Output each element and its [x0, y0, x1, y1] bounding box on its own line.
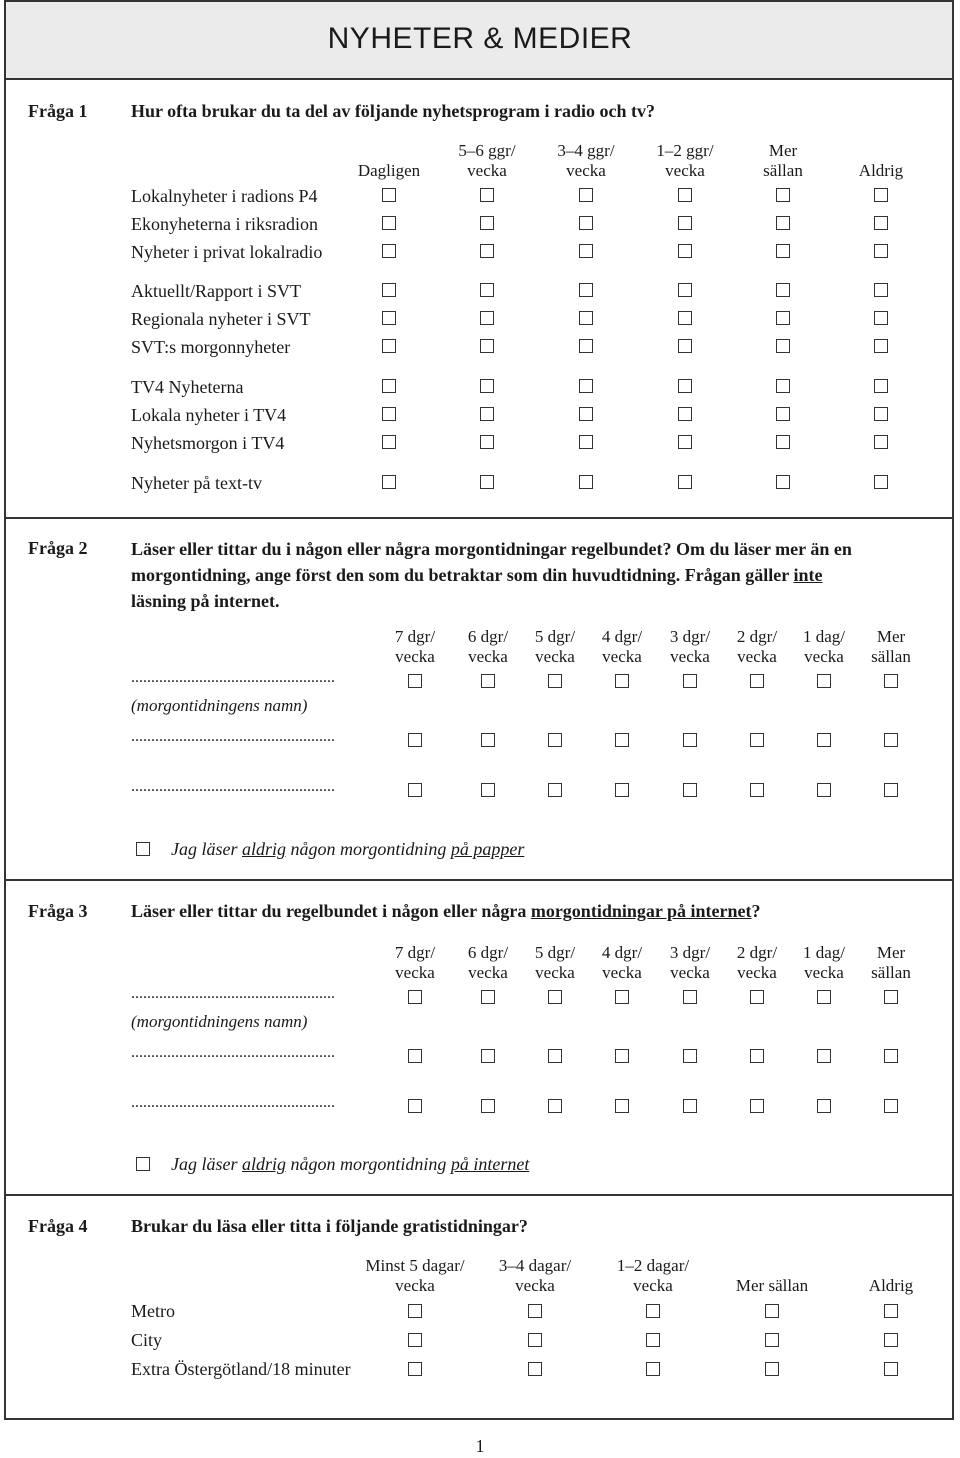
q2-checkbox[interactable]: [548, 783, 562, 797]
q4-checkbox[interactable]: [408, 1362, 422, 1376]
q3-checkbox[interactable]: [408, 1099, 422, 1113]
divider: [4, 517, 954, 519]
q3-checkbox[interactable]: [683, 1049, 697, 1063]
q3-col-header-l2: vecka: [670, 963, 710, 982]
q1-checkbox[interactable]: [579, 216, 593, 230]
q2-checkbox[interactable]: [615, 733, 629, 747]
q3-col-header-l2: vecka: [468, 963, 508, 982]
q2-text-line2-underlined: inte: [793, 565, 823, 585]
q2-checkbox[interactable]: [750, 783, 764, 797]
q3-checkbox[interactable]: [750, 1099, 764, 1113]
q2-text-line1: Läser eller tittar du i någon eller några morgontidningar regelbundet? Om du läser mer än en: [131, 539, 852, 559]
q4-col-header-l2: Aldrig: [868, 1276, 914, 1295]
q2-never-paper-checkbox[interactable]: [136, 842, 150, 856]
q3-never-internet-checkbox[interactable]: [136, 1157, 150, 1171]
q2-checkbox[interactable]: [750, 674, 764, 688]
q1-col-header-l1: 3–4 ggr/: [557, 141, 615, 160]
q4-checkbox[interactable]: [528, 1304, 542, 1318]
q2-col-header-l2: vecka: [670, 647, 710, 666]
q2-col-header-l2: sällan: [871, 647, 911, 666]
q1-row-label: TV4 Nyheterna: [131, 377, 244, 397]
q1-checkbox[interactable]: [678, 188, 692, 202]
q3-text-b: ?: [751, 901, 761, 921]
q3-checkbox[interactable]: [548, 1099, 562, 1113]
q2-text-line2-main: morgontidning, ange först den som du betraktar som din huvudtidning. Frågan gäller: [131, 565, 789, 585]
never-d: på papper: [450, 839, 525, 859]
q1-checkbox[interactable]: [382, 475, 396, 489]
q1-checkbox[interactable]: [678, 475, 692, 489]
q3-checkbox[interactable]: [750, 990, 764, 1004]
q1-col-header-l2: vecka: [566, 161, 606, 180]
q1-row-label: SVT:s morgonnyheter: [131, 337, 291, 357]
q1-checkbox[interactable]: [678, 311, 692, 325]
q1-checkbox[interactable]: [382, 379, 396, 393]
q1-row-label: Nyheter på text-tv: [131, 473, 262, 493]
q3-checkbox[interactable]: [817, 1099, 831, 1113]
q1-checkbox[interactable]: [382, 435, 396, 449]
q1-checkbox[interactable]: [480, 407, 494, 421]
q1-checkbox[interactable]: [776, 435, 790, 449]
q1-checkbox[interactable]: [874, 311, 888, 325]
q2-checkbox[interactable]: [548, 674, 562, 688]
q4-checkbox[interactable]: [884, 1362, 898, 1376]
q1-checkbox[interactable]: [382, 188, 396, 202]
q4-col-header-l1: 3–4 dagar/: [498, 1256, 572, 1275]
q3-checkbox[interactable]: [817, 990, 831, 1004]
q1-checkbox[interactable]: [678, 379, 692, 393]
q1-row-label: Ekonyheterna i riksradion: [131, 214, 318, 234]
q1-checkbox[interactable]: [874, 216, 888, 230]
q2-col-header-l2: vecka: [737, 647, 777, 666]
q2-col-header-l2: vecka: [468, 647, 508, 666]
q3-label: Fråga 3: [28, 901, 88, 921]
q4-checkbox[interactable]: [646, 1304, 660, 1318]
q3-checkbox[interactable]: [884, 1049, 898, 1063]
q2-checkbox[interactable]: [481, 783, 495, 797]
q3-col-header-l2: vecka: [737, 963, 777, 982]
q1-checkbox[interactable]: [678, 216, 692, 230]
q1-col-header-l2: sällan: [763, 161, 803, 180]
never-b: aldrig: [242, 839, 287, 859]
q2-checkbox[interactable]: [408, 733, 422, 747]
q2-checkbox[interactable]: [683, 674, 697, 688]
q1-col-header-l2: vecka: [467, 161, 507, 180]
q1-checkbox[interactable]: [382, 216, 396, 230]
q2-col-header-l1: Mer: [876, 627, 906, 646]
q1-col-header-l1: 5–6 ggr/: [458, 141, 516, 160]
q3-checkbox[interactable]: [408, 1049, 422, 1063]
never-a: Jag läser: [171, 1154, 238, 1174]
page-number: 1: [475, 1436, 485, 1456]
q4-label: Fråga 4: [28, 1216, 88, 1236]
q2-text-line3: läsning på internet.: [131, 591, 280, 611]
q1-checkbox[interactable]: [874, 188, 888, 202]
q1-checkbox[interactable]: [874, 339, 888, 353]
q2-checkbox[interactable]: [615, 674, 629, 688]
q1-checkbox[interactable]: [480, 311, 494, 325]
q1-checkbox[interactable]: [480, 379, 494, 393]
q1-checkbox[interactable]: [776, 339, 790, 353]
q2-col-header-l1: 1 dag/: [802, 627, 846, 646]
q3-checkbox[interactable]: [615, 1049, 629, 1063]
q2-label: Fråga 2: [28, 538, 88, 558]
q3-col-header-l1: 7 dgr/: [394, 943, 436, 962]
q1-checkbox[interactable]: [678, 244, 692, 258]
q1-checkbox[interactable]: [776, 379, 790, 393]
q2-newspaper-name-blank[interactable]: ...................................................: [131, 728, 335, 745]
q4-text: Brukar du läsa eller titta i följande gratistidningar?: [131, 1216, 528, 1236]
q1-row-label: Regionala nyheter i SVT: [131, 309, 311, 329]
q1-checkbox[interactable]: [678, 435, 692, 449]
q1-checkbox[interactable]: [776, 475, 790, 489]
q3-col-header-l1: 1 dag/: [802, 943, 846, 962]
q3-checkbox[interactable]: [481, 990, 495, 1004]
q1-row-label: Nyheter i privat lokalradio: [131, 242, 323, 262]
q1-col-header-l1: 1–2 ggr/: [656, 141, 714, 160]
q2-col-header-l2: vecka: [804, 647, 844, 666]
q2-col-header-l1: 7 dgr/: [394, 627, 436, 646]
never-a: Jag läser: [171, 839, 238, 859]
q1-checkbox[interactable]: [776, 244, 790, 258]
q1-checkbox[interactable]: [480, 283, 494, 297]
q1-checkbox[interactable]: [579, 407, 593, 421]
q1-checkbox[interactable]: [874, 379, 888, 393]
q2-checkbox[interactable]: [481, 733, 495, 747]
q1-checkbox[interactable]: [776, 283, 790, 297]
q2-col-header-l1: 6 dgr/: [467, 627, 509, 646]
q2-never-paper-label: [171, 839, 524, 860]
divider: [4, 879, 954, 881]
q1-checkbox[interactable]: [776, 188, 790, 202]
q3-checkbox[interactable]: [817, 1049, 831, 1063]
q4-col-header-l1: Minst 5 dagar/: [365, 1256, 465, 1275]
q1-checkbox[interactable]: [480, 475, 494, 489]
divider: [4, 1194, 954, 1196]
q1-checkbox[interactable]: [678, 339, 692, 353]
q3-col-header-l2: vecka: [395, 963, 435, 982]
q1-checkbox[interactable]: [579, 379, 593, 393]
never-d: på internet: [450, 1154, 530, 1174]
q3-newspaper-name-blank[interactable]: ...................................................: [131, 1094, 335, 1111]
q1-checkbox[interactable]: [579, 244, 593, 258]
q1-row-label: Aktuellt/Rapport i SVT: [131, 281, 301, 301]
q3-newspaper-name-blank[interactable]: ...................................................: [131, 985, 335, 1002]
q3-name-hint: (morgontidningens namn): [131, 1012, 308, 1031]
q1-row-label: Lokalnyheter i radions P4: [131, 186, 318, 206]
q3-checkbox[interactable]: [884, 1099, 898, 1113]
q2-checkbox[interactable]: [408, 674, 422, 688]
q1-checkbox[interactable]: [874, 435, 888, 449]
q1-checkbox[interactable]: [480, 244, 494, 258]
q4-col-header-l2: vecka: [633, 1276, 673, 1295]
q1-checkbox[interactable]: [678, 407, 692, 421]
q3-never-internet-label: [171, 1154, 529, 1175]
q4-checkbox[interactable]: [884, 1304, 898, 1318]
q3-checkbox[interactable]: [615, 1099, 629, 1113]
q3-col-header-l2: sällan: [871, 963, 911, 982]
q3-checkbox[interactable]: [750, 1049, 764, 1063]
q1-checkbox[interactable]: [776, 216, 790, 230]
q1-checkbox[interactable]: [579, 311, 593, 325]
q1-checkbox[interactable]: [480, 435, 494, 449]
q2-text: [131, 536, 941, 614]
q4-checkbox[interactable]: [884, 1333, 898, 1347]
q1-checkbox[interactable]: [776, 407, 790, 421]
q4-col-header-l2: vecka: [515, 1276, 555, 1295]
q3-checkbox[interactable]: [884, 990, 898, 1004]
q3-checkbox[interactable]: [548, 1049, 562, 1063]
q2-checkbox[interactable]: [817, 783, 831, 797]
q2-newspaper-name-blank[interactable]: ...................................................: [131, 669, 335, 686]
q1-checkbox[interactable]: [874, 475, 888, 489]
q3-newspaper-name-blank[interactable]: ...................................................: [131, 1044, 335, 1061]
q2-checkbox[interactable]: [408, 783, 422, 797]
q2-newspaper-name-blank[interactable]: ...................................................: [131, 778, 335, 795]
q2-col-header-l1: 5 dgr/: [534, 627, 576, 646]
q4-col-header-l1: 1–2 dagar/: [616, 1256, 690, 1275]
q3-col-header-l1: 5 dgr/: [534, 943, 576, 962]
q3-col-header-l1: 3 dgr/: [669, 943, 711, 962]
q2-checkbox[interactable]: [884, 783, 898, 797]
q4-checkbox[interactable]: [765, 1333, 779, 1347]
q3-col-header-l2: vecka: [602, 963, 642, 982]
q3-text-underlined: morgontidningar på internet: [530, 901, 752, 921]
q1-checkbox[interactable]: [678, 283, 692, 297]
q4-checkbox[interactable]: [646, 1362, 660, 1376]
q3-text-a: Läser eller tittar du regelbundet i någon eller några: [131, 901, 527, 921]
q4-checkbox[interactable]: [528, 1362, 542, 1376]
q4-checkbox[interactable]: [528, 1333, 542, 1347]
never-c: någon morgontidning: [290, 1154, 447, 1174]
never-c: någon morgontidning: [290, 839, 447, 859]
q3-checkbox[interactable]: [615, 990, 629, 1004]
q2-col-header-l1: 2 dgr/: [736, 627, 778, 646]
q2-checkbox[interactable]: [683, 733, 697, 747]
q4-checkbox[interactable]: [408, 1304, 422, 1318]
page-title: NYHETER & MEDIER: [327, 22, 633, 55]
q1-row-label: Nyhetsmorgon i TV4: [131, 433, 285, 453]
q4-checkbox[interactable]: [646, 1333, 660, 1347]
q1-checkbox[interactable]: [874, 407, 888, 421]
q2-col-header-l2: vecka: [395, 647, 435, 666]
q1-checkbox[interactable]: [579, 283, 593, 297]
q2-checkbox[interactable]: [817, 674, 831, 688]
q2-checkbox[interactable]: [884, 674, 898, 688]
q1-checkbox[interactable]: [382, 244, 396, 258]
q3-checkbox[interactable]: [683, 990, 697, 1004]
q3-checkbox[interactable]: [683, 1099, 697, 1113]
q1-col-header-l1: Mer: [768, 141, 798, 160]
q2-checkbox[interactable]: [615, 783, 629, 797]
q2-checkbox[interactable]: [481, 674, 495, 688]
q2-checkbox[interactable]: [884, 733, 898, 747]
q4-checkbox[interactable]: [765, 1304, 779, 1318]
q1-col-header-l2: Dagligen: [357, 161, 421, 180]
q1-col-header-l2: Aldrig: [858, 161, 904, 180]
q1-label: Fråga 1: [28, 101, 88, 121]
q2-checkbox[interactable]: [817, 733, 831, 747]
q3-checkbox[interactable]: [481, 1099, 495, 1113]
q4-row-label: City: [131, 1330, 163, 1350]
q2-text-line2: [131, 562, 941, 588]
q1-checkbox[interactable]: [776, 311, 790, 325]
q4-col-header-l2: vecka: [395, 1276, 435, 1295]
q1-checkbox[interactable]: [579, 435, 593, 449]
q2-col-header-l2: vecka: [535, 647, 575, 666]
q3-text: [131, 898, 761, 924]
q3-col-header-l2: vecka: [535, 963, 575, 982]
q1-row-label: Lokala nyheter i TV4: [131, 405, 287, 425]
q2-name-hint: (morgontidningens namn): [131, 696, 308, 715]
q3-col-header-l1: 2 dgr/: [736, 943, 778, 962]
q1-text: Hur ofta brukar du ta del av följande nyhetsprogram i radio och tv?: [131, 101, 656, 121]
q3-col-header-l1: Mer: [876, 943, 906, 962]
q4-checkbox[interactable]: [408, 1333, 422, 1347]
never-b: aldrig: [242, 1154, 287, 1174]
q1-checkbox[interactable]: [382, 311, 396, 325]
q4-row-label: Extra Östergötland/18 minuter: [131, 1359, 351, 1379]
q2-col-header-l2: vecka: [602, 647, 642, 666]
q4-row-label: Metro: [131, 1301, 175, 1321]
q1-checkbox[interactable]: [480, 216, 494, 230]
q1-checkbox[interactable]: [579, 188, 593, 202]
q3-col-header-l2: vecka: [804, 963, 844, 982]
q3-checkbox[interactable]: [548, 990, 562, 1004]
q4-col-header-l2: Mer sällan: [735, 1276, 809, 1295]
q1-checkbox[interactable]: [382, 283, 396, 297]
q3-col-header-l1: 6 dgr/: [467, 943, 509, 962]
q1-checkbox[interactable]: [480, 188, 494, 202]
q1-checkbox[interactable]: [874, 283, 888, 297]
q2-checkbox[interactable]: [548, 733, 562, 747]
q1-checkbox[interactable]: [579, 339, 593, 353]
q2-checkbox[interactable]: [750, 733, 764, 747]
q1-checkbox[interactable]: [874, 244, 888, 258]
q1-checkbox[interactable]: [579, 475, 593, 489]
q2-col-header-l1: 3 dgr/: [669, 627, 711, 646]
q3-checkbox[interactable]: [408, 990, 422, 1004]
q2-checkbox[interactable]: [683, 783, 697, 797]
q1-checkbox[interactable]: [480, 339, 494, 353]
q3-checkbox[interactable]: [481, 1049, 495, 1063]
q4-checkbox[interactable]: [765, 1362, 779, 1376]
q1-checkbox[interactable]: [382, 339, 396, 353]
q2-col-header-l1: 4 dgr/: [601, 627, 643, 646]
q1-col-header-l2: vecka: [665, 161, 705, 180]
q3-col-header-l1: 4 dgr/: [601, 943, 643, 962]
q1-checkbox[interactable]: [382, 407, 396, 421]
